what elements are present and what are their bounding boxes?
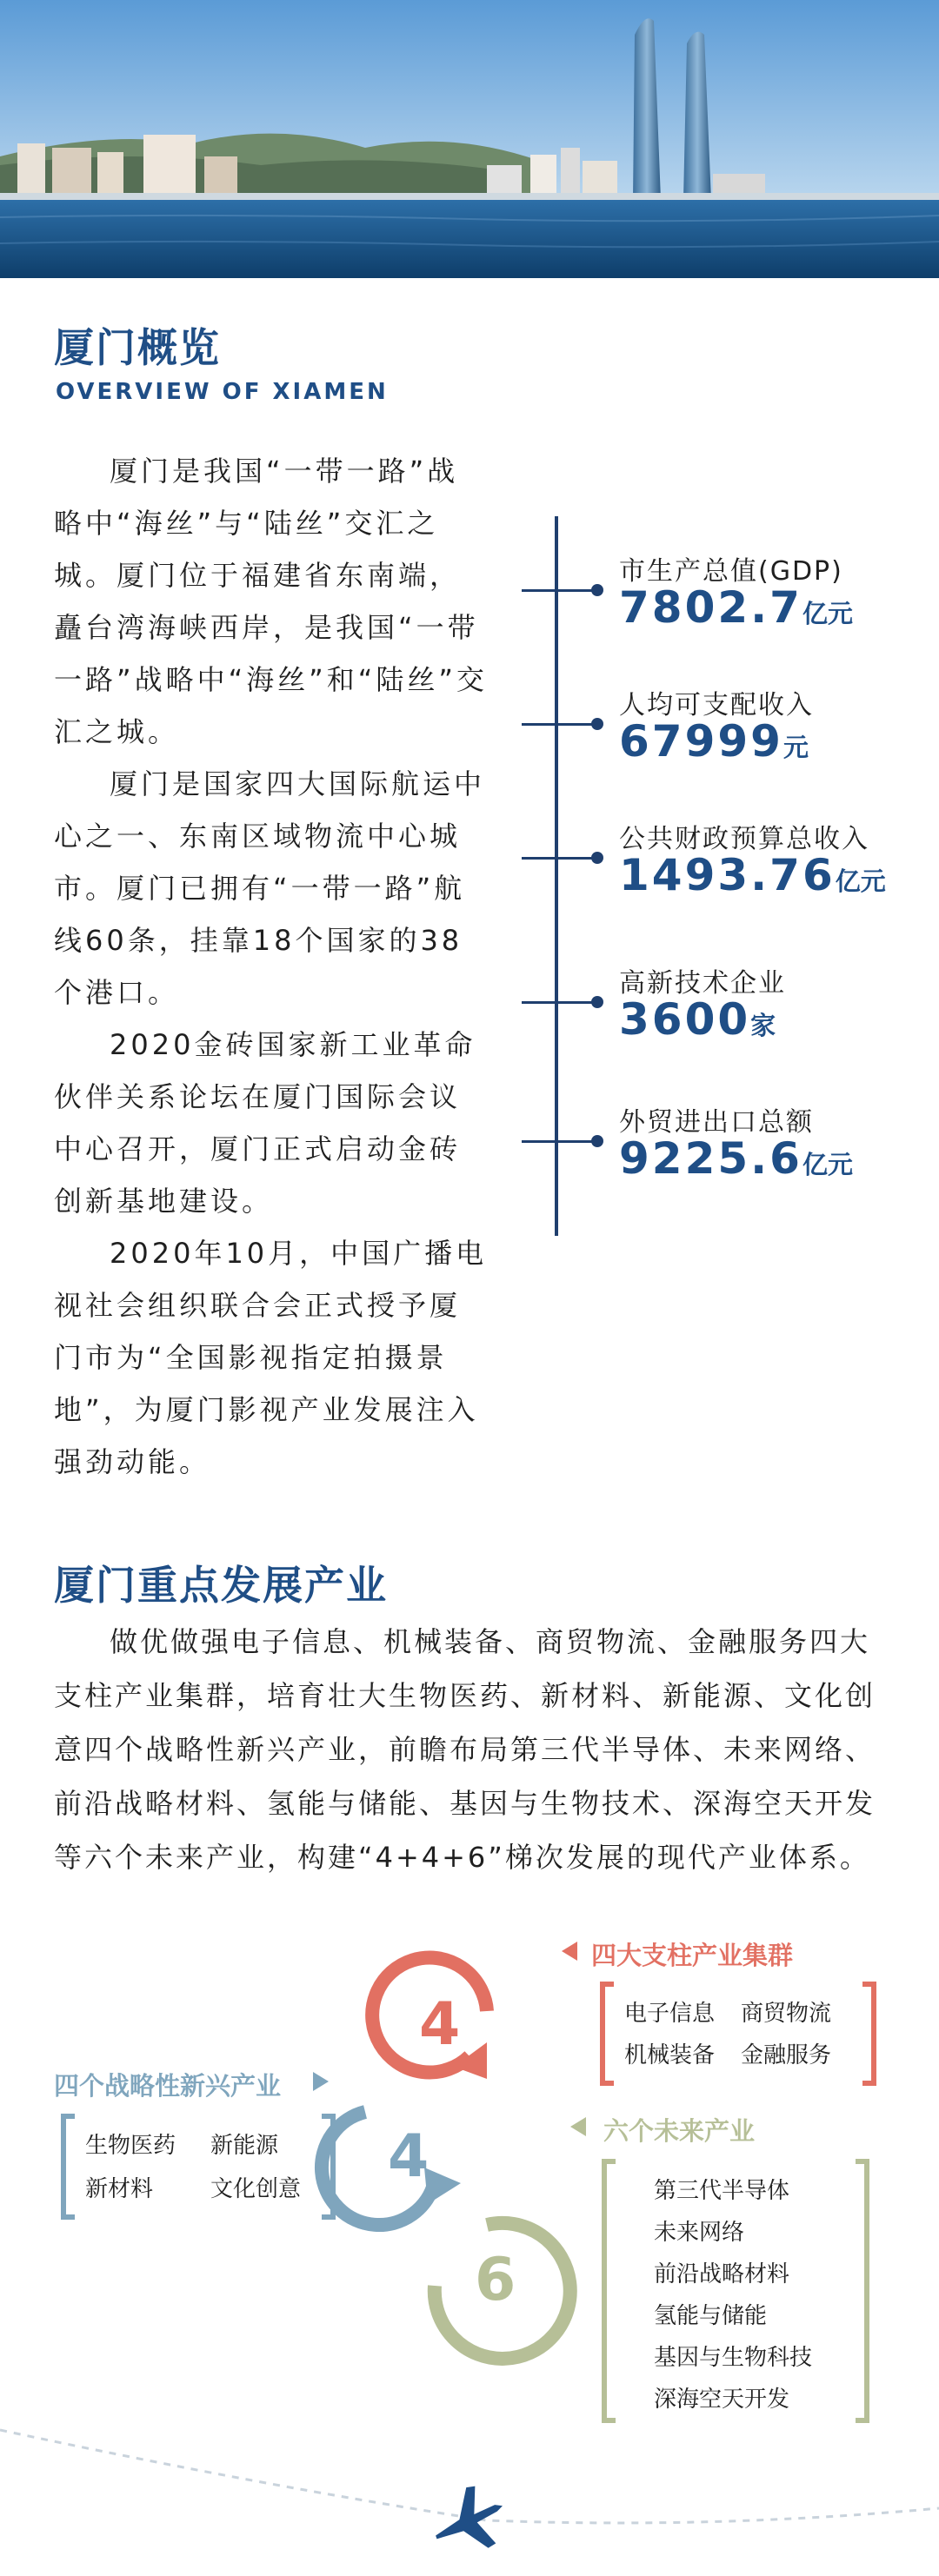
stat-dot: [591, 1135, 603, 1147]
stat-dot: [591, 584, 603, 596]
overview-paragraph: 2020金砖国家新工业革命伙伴关系论坛在厦门国际会议中心召开，厦门正式启动金砖创新基地建设。: [54, 1028, 476, 1218]
stat-unit: 亿元: [802, 599, 853, 628]
overview-subtitle: OVERVIEW OF XIAMEN: [56, 379, 389, 405]
stat-unit: 家: [750, 1011, 776, 1040]
pillar-item: 机械装备: [624, 2042, 716, 2068]
stat-dot: [591, 852, 603, 864]
stat-dot: [591, 996, 603, 1008]
stat-label: 人均可支配收入: [619, 690, 814, 720]
pillar-arrow-icon: [562, 1942, 577, 1961]
stat-tick: [522, 1140, 598, 1143]
overview-text: [54, 445, 489, 1488]
stat-label: 市生产总值(GDP): [619, 556, 843, 587]
stat-number: 1493.76: [619, 850, 836, 900]
stat-value: [619, 994, 776, 1045]
pillar-title: 四大支柱产业集群: [591, 1941, 794, 1970]
stat-tick: [522, 857, 598, 860]
pillar-item: 电子信息: [624, 2001, 716, 2027]
industry-paragraph: 做优做强电子信息、机械装备、商贸物流、金融服务四大支柱产业集群，培育壮大生物医药、新材料、新能源、文化创意四个战略性新兴产业，前瞻布局第三代半导体、未来网络、前沿战略材料、氢能与储能、基因与生物技术、深海空天开发等六个未来产业，构建“4+4+6”梯次发展的现代产业体系。: [54, 1625, 876, 1874]
stat-tick: [522, 1001, 598, 1004]
number-four-top: 4: [419, 1990, 461, 2059]
stat-number: 7802.7: [619, 582, 802, 633]
stat-number: 67999: [619, 716, 783, 767]
stat-number: 3600: [619, 994, 751, 1045]
stat-unit: 亿元: [802, 1150, 853, 1179]
future-arrow-icon: [570, 2117, 586, 2136]
future-item: 未来网络: [654, 2220, 745, 2246]
strategic-arrow-icon: [313, 2072, 329, 2091]
stat-unit: 亿元: [835, 866, 886, 896]
stat-label: 公共财政预算总收入: [619, 824, 869, 854]
overview-title: 厦门概览: [54, 324, 221, 371]
strategic-title: 四个战略性新兴产业: [54, 2071, 282, 2101]
pillar-item: 金融服务: [741, 2042, 832, 2068]
airplane-icon: [426, 2480, 509, 2564]
stat-dot: [591, 718, 603, 730]
number-six: 6: [475, 2246, 516, 2314]
future-item: 第三代半导体: [654, 2178, 790, 2204]
hero-photo: [0, 0, 939, 278]
strategic-item: 生物医药: [85, 2133, 176, 2159]
stat-value: [619, 716, 809, 767]
stat-value: [619, 850, 886, 900]
overview-paragraph: 2020年10月，中国广播电视社会组织联合会正式授予厦门市为“全国影视指定拍摄景地”，为厦门影视产业发展注入强劲动能。: [54, 1237, 488, 1478]
stat-label: 高新技术企业: [619, 968, 786, 999]
strategic-item: 新材料: [85, 2176, 154, 2202]
pillar-item: 商贸物流: [741, 2001, 832, 2027]
future-item: 基因与生物科技: [654, 2345, 813, 2371]
stat-unit: 元: [782, 733, 809, 762]
future-item: 前沿战略材料: [654, 2261, 790, 2287]
future-title: 六个未来产业: [603, 2116, 756, 2146]
stat-tick: [522, 589, 598, 592]
industry-title: 厦门重点发展产业: [54, 1562, 388, 1609]
number-four-mid: 4: [388, 2122, 430, 2191]
future-item: 深海空天开发: [654, 2387, 790, 2413]
stat-tick: [522, 723, 598, 726]
overview-paragraph: 厦门是我国“一带一路”战略中“海丝”与“陆丝”交汇之城。厦门位于福建省东南端，矗台湾海峡西岸，是我国“一带一路”战略中“海丝”和“陆丝”交汇之城。: [54, 455, 488, 748]
strategic-item: 新能源: [210, 2133, 279, 2159]
stat-label: 外贸进出口总额: [619, 1107, 814, 1138]
strategic-item: 文化创意: [210, 2176, 302, 2202]
future-item: 氢能与储能: [654, 2303, 768, 2329]
stats-timeline-line: [555, 516, 558, 1236]
stat-number: 9225.6: [619, 1133, 802, 1184]
stat-value: [619, 582, 853, 633]
stat-value: [619, 1133, 853, 1184]
overview-paragraph: 厦门是国家四大国际航运中心之一、东南区域物流中心城市。厦门已拥有“一带一路”航线60条，挂靠18个国家的38个港口。: [54, 767, 486, 1009]
